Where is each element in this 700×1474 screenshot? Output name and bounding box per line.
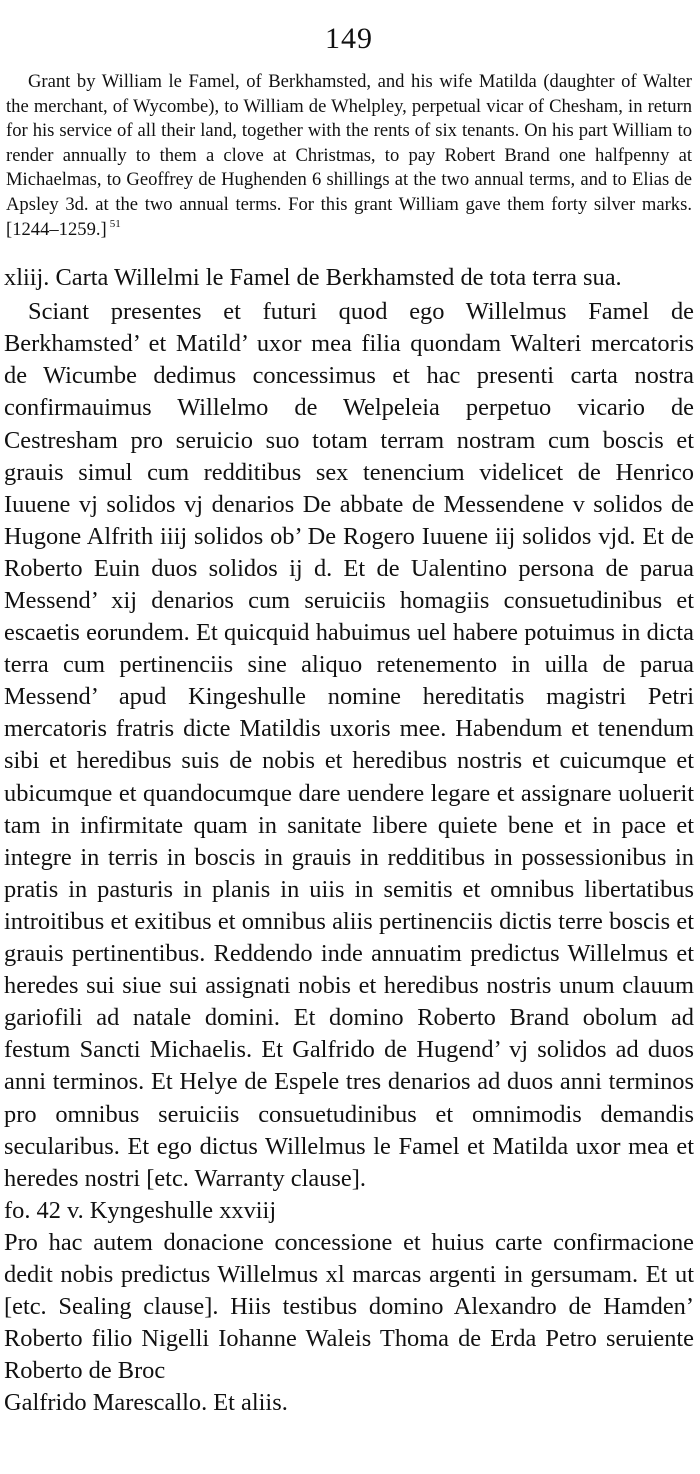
- page-number: 149: [325, 22, 373, 55]
- charter-paragraph-1: Sciant presentes et futuri quod ego Willelmus Famel de Berkhamsted’ et Matild’ uxor mea filia quondam Walteri mercatoris de Wicumbe dedimus concessimus et hac presenti carta nostra confirmauimus Willelmo de Welpeleia perpetuo vicario de Cestresham pro seruicio suo totam terram nostram cum boscis et grauis simul cum redditibus sex tenencium videlicet de Henrico Iuuene vj solidos vj denarios De abbate de Messendene v solidos de Hugone Alfrith iiij solidos ob’ De Rogero Iuuene iij solidos vjd. Et de Roberto Euin duos solidos ij d. Et de Ualentino persona de parua Messend’ xij denarios cum seruiciis homagiis consuetudinibus et escaetis eorundem. Et quicquid habuimus uel habere potuimus in dicta terra cum pertinenciis sine aliquo retenemento in uilla de parua Messend’ apud Kingeshulle nomine hereditatis magistri Petri mercatoris fratris dicte Matildis uxoris mee. Habendum et tenendum sibi et heredibus suis de nobis et heredibus nostris et cuicumque et ubicumque et quandocumque dare uendere legare et assignare uoluerit tam in infirmitate quam in sanitate libere quiete bene et in pace et integre in terris in boscis in grauis in redditibus in possessionibus in pratis in pasturis in planis in uiis in semitis et omnibus libertatibus introitibus et exitibus et omnibus aliis pertinenciis dictis terre boscis et grauis pertinentibus. Reddendo inde annuatim predictus Willelmus et heredes sui siue sui assignati nobis et heredibus nostris unum clauum gariofili ad natale domini. Et domino Roberto Brand obolum ad festum Sancti Michaelis. Et Galfrido de Hugend’ vj solidos ad duos anni terminos. Et Helye de Espele tres denarios ad duos anni terminos pro omnibus seruiciis consuetudinibus et omnimodis demandis secularibus. Et ego dictus Willelmus le Famel et Matilda uxor mea et heredes nostri [etc. Warranty clause].: [4, 298, 694, 1192]
- folio-note: fo. 42 v. Kyngeshulle xxviij: [4, 1196, 277, 1224]
- english-summary: [4, 70, 694, 242]
- charter-paragraph-2: Pro hac autem donacione concessione et huius carte confirmacione dedit nobis predictus Willelmus xl marcas argenti in gersumam. Et ut [etc. Sealing clause]. Hiis testibus domino Alexandro de Hamden’ Roberto filio Nigelli Iohanne Waleis Thoma de Erda Petro seruiente Roberto de Broc: [4, 1228, 694, 1385]
- summary-text: Grant by William le Famel, of Berkhamsted, and his wife Matilda (daughter of Walter the merchant, of Wycombe), to William de Whelpley, perpetual vicar of Chesham, in return for his service of all their land, together with the rents of six tenants. On his part William to render annually to them a clove at Christmas, to pay Robert Brand one halfpenny at Michaelmas, to Geoffrey de Hughenden 6 shillings at the two annual terms, and to Elias de Apsley 3d. at the two annual terms. For this grant William gave them forty silver marks. [1244–1259.]: [6, 71, 692, 240]
- charter-text: [4, 296, 694, 1419]
- footnote-reference: 51: [109, 218, 121, 231]
- charter-last-line: Galfrido Marescallo. Et aliis.: [4, 1389, 288, 1417]
- charter-heading: xliij. Carta Willelmi le Famel de Berkhamsted de tota terra sua.: [4, 264, 622, 292]
